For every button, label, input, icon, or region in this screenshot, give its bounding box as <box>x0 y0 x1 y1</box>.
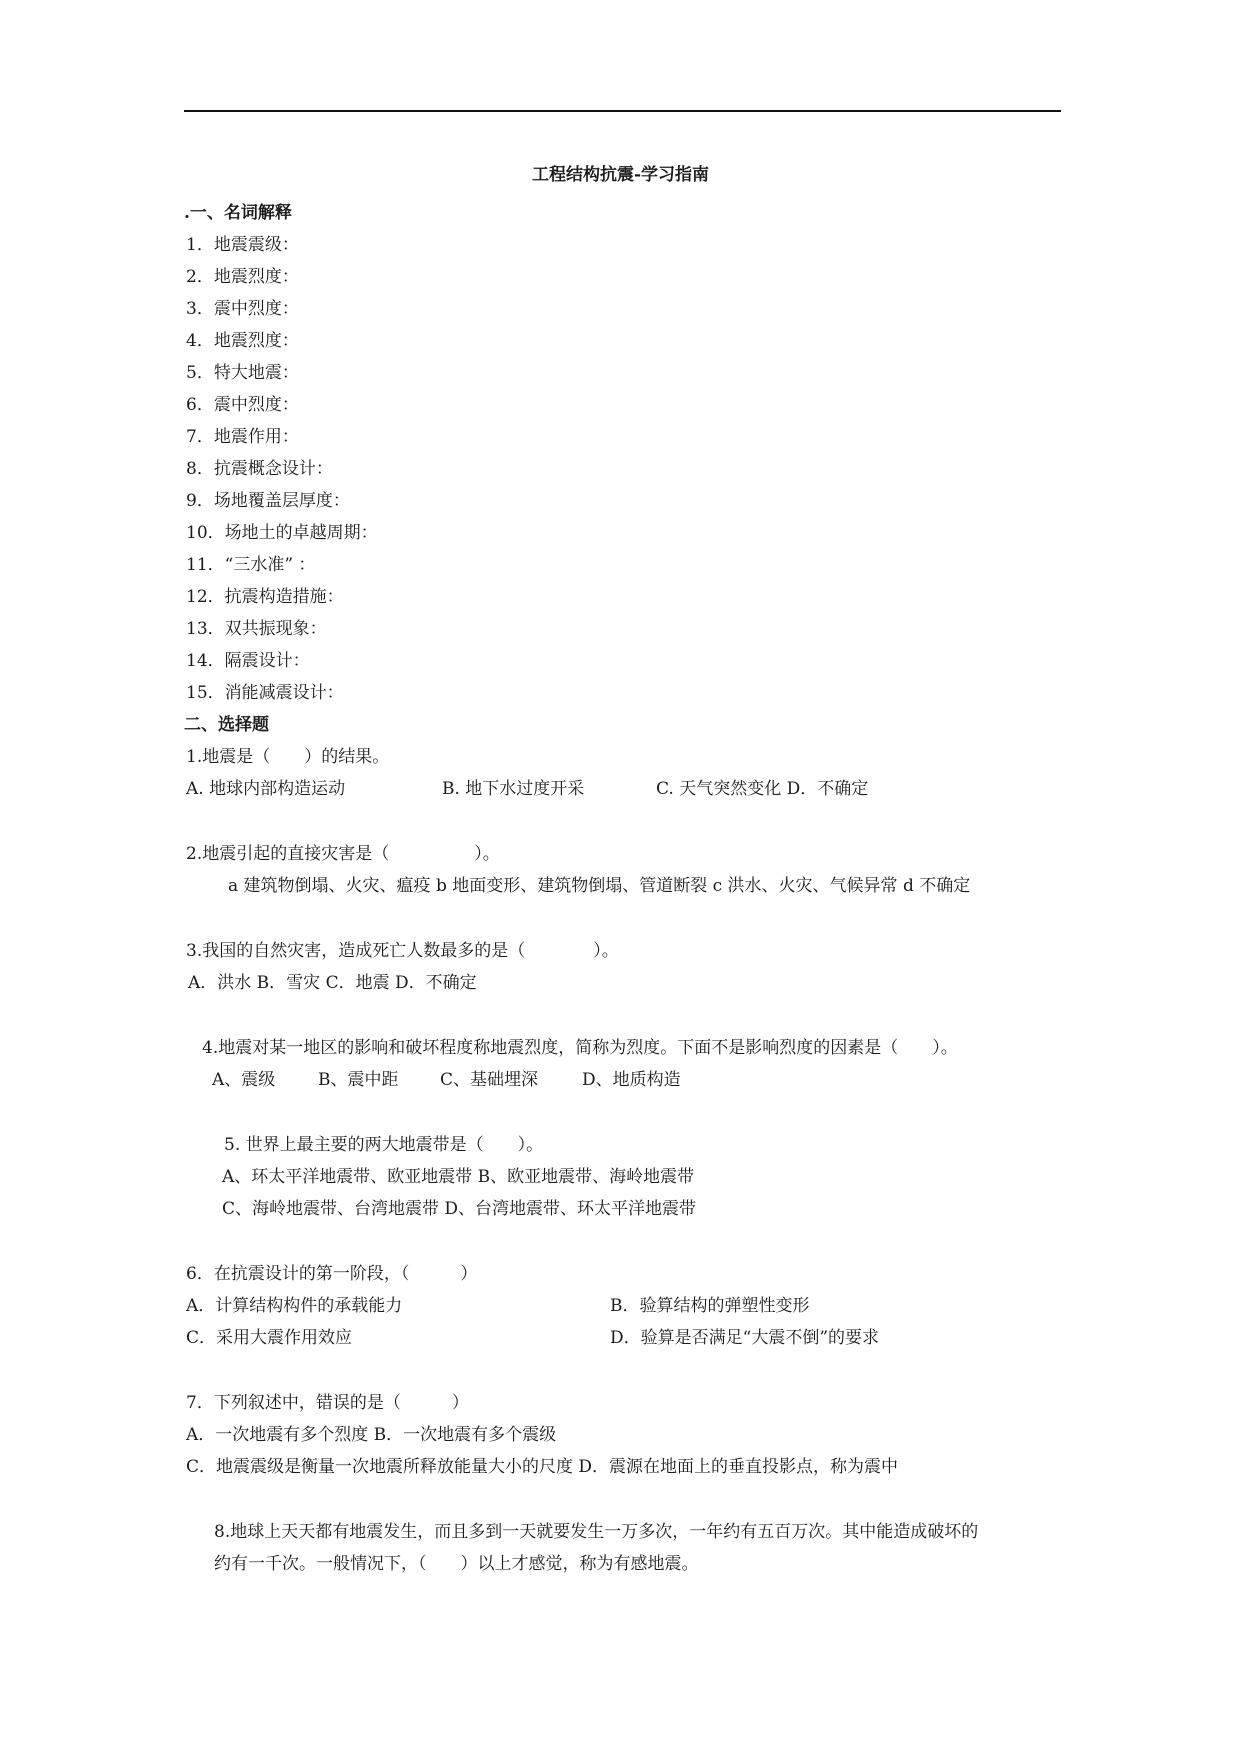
q7-options-ab: A．一次地震有多个烈度 B．一次地震有多个震级 <box>186 1425 557 1445</box>
term-item: 13．双共振现象： <box>186 619 327 639</box>
q6-option-b: B．验算结构的弹塑性变形 <box>610 1296 810 1316</box>
q5-options-cd: C、海岭地震带、台湾地震带 D、台湾地震带、环太平洋地震带 <box>222 1199 697 1219</box>
term-item: 12．抗震构造措施： <box>186 587 344 607</box>
q8-line2: 约有一千次。一般情况下，（ ）以上才感觉，称为有感地震。 <box>214 1554 699 1574</box>
term-item: 8．抗震概念设计： <box>186 459 333 479</box>
q3-options: A．洪水 B．雪灾 C．地震 D．不确定 <box>188 973 477 993</box>
term-item: 7．地震作用： <box>186 427 299 447</box>
q1-stem: 1.地震是（ ）的结果。 <box>186 747 390 767</box>
q2-stem: 2.地震引起的直接灾害是（ ）。 <box>186 844 500 864</box>
q1-option-a: A. 地球内部构造运动 <box>186 779 346 799</box>
term-item: 11．“三水准” ： <box>186 555 316 575</box>
q6-stem: 6．在抗震设计的第一阶段，（ ） <box>186 1264 478 1284</box>
q5-options-ab: A、环太平洋地震带、欧亚地震带 B、欧亚地震带、海岭地震带 <box>222 1167 695 1187</box>
q7-stem: 7．下列叙述中，错误的是（ ） <box>186 1393 469 1413</box>
header-rule <box>184 110 1061 112</box>
section2-heading: 二、选择题 <box>184 715 269 735</box>
q7-options-cd: C．地震震级是衡量一次地震所释放能量大小的尺度 D．震源在地面上的垂直投影点，称为震中 <box>186 1457 899 1477</box>
q2-options: a 建筑物倒塌、火灾、瘟疫 b 地面变形、建筑物倒塌、管道断裂 c 洪水、火灾、气候异常 d 不确定 <box>228 876 971 896</box>
term-item: 15．消能减震设计： <box>186 683 344 703</box>
q4-option-a: A、震级 <box>212 1070 276 1090</box>
term-item: 1．地震震级： <box>186 235 299 255</box>
q8-line1: 8.地球上天天都有地震发生，而且多到一天就要发生一万多次，一年约有五百万次。其中能造成破坏的 <box>214 1522 979 1542</box>
term-item: 10．场地土的卓越周期： <box>186 523 378 543</box>
term-item: 9．场地覆盖层厚度： <box>186 491 350 511</box>
q4-stem: 4.地震对某一地区的影响和破坏程度称地震烈度，简称为烈度。下面不是影响烈度的因素是（ ）。 <box>202 1038 958 1058</box>
q1-option-b: B. 地下水过度开采 <box>442 779 585 799</box>
term-item: 3．震中烈度： <box>186 299 299 319</box>
q5-stem: 5. 世界上最主要的两大地震带是（ ）。 <box>224 1135 544 1155</box>
term-item: 14．隔震设计： <box>186 651 310 671</box>
q1-option-cd: C. 天气突然变化 D．不确定 <box>656 779 869 799</box>
q6-option-a: A．计算结构构件的承载能力 <box>186 1296 403 1316</box>
q4-option-b: B、震中距 <box>318 1070 399 1090</box>
q4-option-d: D、地质构造 <box>582 1070 681 1090</box>
q3-stem: 3.我国的自然灾害，造成死亡人数最多的是（ ）。 <box>186 941 619 961</box>
document-title: 工程结构抗震-学习指南 <box>531 165 710 185</box>
q6-option-c: C．采用大震作用效应 <box>186 1328 353 1348</box>
section1-heading: .一、名词解释 <box>184 203 292 223</box>
term-item: 6．震中烈度： <box>186 395 299 415</box>
q4-option-c: C、基础埋深 <box>440 1070 539 1090</box>
term-item: 4．地震烈度： <box>186 331 299 351</box>
q6-option-d: D．验算是否满足“大震不倒”的要求 <box>610 1328 880 1348</box>
term-item: 2．地震烈度： <box>186 267 299 287</box>
term-item: 5．特大地震： <box>186 363 299 383</box>
